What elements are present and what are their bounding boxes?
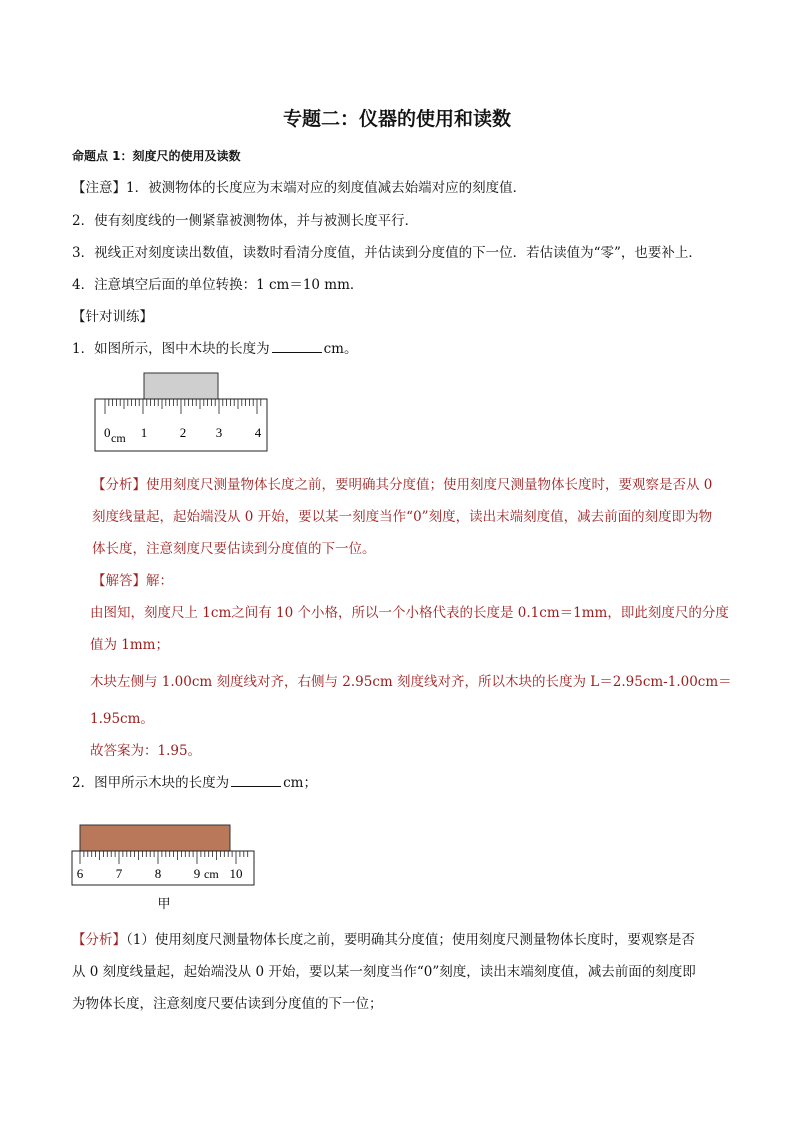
answer-text: 由图知，刻度尺上 1cm之间有 10 个小格，所以一个小格代表的长度是 0.1cm＝1mm，即此刻度尺的分度 (90, 605, 729, 621)
analysis-tag: 【分析】 (92, 477, 146, 493)
question-2-unit: cm； (283, 775, 317, 791)
answer-blank[interactable] (231, 774, 281, 787)
answer-text: 木块左侧与 1.00cm 刻度线对齐，右侧与 2.95cm 刻度线对齐，所以木块的长度为 L＝2.95cm-1.00cm＝ (90, 674, 732, 690)
wood-block (144, 373, 218, 399)
notice-item: 4．注意填空后面的单位转换：1 cm＝10 mm． (72, 277, 364, 293)
ruler-label: 6 (76, 866, 84, 881)
analysis-text: 为物体长度，注意刻度尺要估读到分度值的下一位； (72, 996, 383, 1012)
analysis-text: 体长度，注意刻度尺要估读到分度值的下一位。 (92, 541, 376, 557)
wood-block (80, 825, 230, 851)
answer-blank[interactable] (272, 340, 322, 353)
question-1-unit: cm。 (323, 341, 358, 357)
page-title: 专题二：仪器的使用和读数 (282, 108, 511, 130)
ruler-figure-1 (92, 370, 272, 455)
notice-item: 3．视线正对刻度读出数值，读数时看清分度值，并估读到分度值的下一位．若估读值为“零”，也要补上． (72, 245, 702, 261)
ruler-figure-2 (70, 822, 260, 917)
ruler-label: 10 (229, 866, 243, 881)
answer-tag: 【解答】 (92, 573, 146, 589)
notice-item: 2．使有刻度线的一侧紧靠被测物体，并与被测长度平行． (72, 213, 419, 229)
training-heading: 【针对训练】 (72, 309, 153, 325)
answer-heading (92, 569, 173, 589)
answer-text: 1.95cm。 (90, 711, 154, 727)
ruler-label: 1 (140, 425, 148, 440)
notice-tag: 【注意】 (72, 180, 126, 196)
ruler-label: 7 (115, 866, 123, 881)
ruler-zero-label: 0 (104, 425, 111, 440)
ruler-label: 2 (179, 425, 187, 440)
analysis-text: 从 0 刻度线量起，起始端没从 0 开始，要以某一刻度当作“0”刻度，读出末端刻度值，减去前面的刻度即 (72, 964, 696, 980)
section-heading: 命题点 1：刻度尺的使用及读数 (72, 149, 241, 163)
answer-head: 解： (146, 573, 173, 589)
answer-text: 值为 1mm； (90, 637, 169, 653)
ruler-label: 3 (215, 425, 223, 440)
question-2 (72, 771, 317, 791)
figure-caption: 甲 (157, 897, 171, 912)
analysis-tag: 【分析】 (72, 932, 126, 948)
analysis-2-line-1 (72, 928, 695, 948)
ruler-label: 9 (193, 866, 201, 881)
notice-line-1 (72, 176, 526, 196)
ruler-label: 8 (154, 866, 162, 881)
notice-item: 1．被测物体的长度应为末端对应的刻度值减去始端对应的刻度值． (126, 180, 527, 196)
ruler-label: 4 (254, 425, 262, 440)
question-1-text: 1．如图所示，图中木块的长度为 (72, 341, 270, 357)
analysis-text: （1）使用刻度尺测量物体长度之前，要明确其分度值；使用刻度尺测量物体长度时，要观察是否 (126, 932, 695, 948)
ruler-unit-label: cm (111, 431, 126, 445)
analysis-text: 刻度线量起，起始端没从 0 开始，要以某一刻度当作“0”刻度，读出末端刻度值，减去前面的刻度即为物 (92, 509, 713, 525)
question-1 (72, 337, 357, 357)
ruler-unit-label: cm (204, 867, 219, 881)
question-2-text: 2．图甲所示木块的长度为 (72, 775, 230, 791)
analysis-text: 使用刻度尺测量物体长度之前，要明确其分度值；使用刻度尺测量物体长度时，要观察是否从 0 (146, 477, 713, 493)
final-answer: 故答案为：1.95。 (90, 743, 202, 759)
analysis-1-line-1 (92, 473, 712, 493)
